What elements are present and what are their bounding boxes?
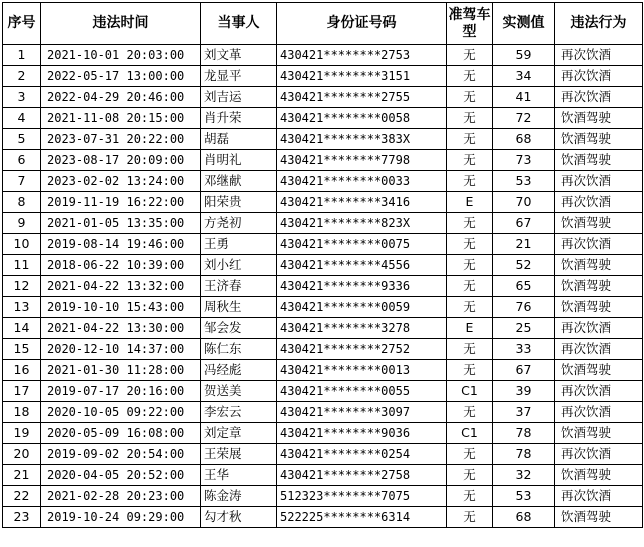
cell-behavior: 饮酒驾驶 <box>555 507 643 528</box>
cell-seq: 5 <box>3 129 41 150</box>
table-row <box>3 129 643 150</box>
cell-measured: 25 <box>493 318 555 339</box>
cell-license-type: 无 <box>447 486 493 507</box>
cell-id-number: 430421********2755 <box>277 87 447 108</box>
cell-measured: 72 <box>493 108 555 129</box>
table-row <box>3 402 643 423</box>
cell-behavior: 饮酒驾驶 <box>555 360 643 381</box>
cell-measured: 67 <box>493 213 555 234</box>
cell-party: 邓继献 <box>201 171 277 192</box>
table-row <box>3 444 643 465</box>
cell-id-number: 430421********0058 <box>277 108 447 129</box>
cell-seq: 16 <box>3 360 41 381</box>
header-license-type: 准驾车型 <box>447 3 493 45</box>
cell-measured: 41 <box>493 87 555 108</box>
table-row <box>3 150 643 171</box>
cell-id-number: 430421********823X <box>277 213 447 234</box>
cell-seq: 18 <box>3 402 41 423</box>
cell-seq: 7 <box>3 171 41 192</box>
cell-seq: 19 <box>3 423 41 444</box>
cell-time: 2020-12-10 14:37:00 <box>41 339 201 360</box>
cell-id-number: 430421********0033 <box>277 171 447 192</box>
cell-time: 2020-10-05 09:22:00 <box>41 402 201 423</box>
cell-measured: 34 <box>493 66 555 87</box>
cell-id-number: 430421********3416 <box>277 192 447 213</box>
cell-id-number: 430421********9036 <box>277 423 447 444</box>
cell-behavior: 再次饮酒 <box>555 66 643 87</box>
cell-party: 胡磊 <box>201 129 277 150</box>
cell-id-number: 430421********0059 <box>277 297 447 318</box>
cell-seq: 12 <box>3 276 41 297</box>
cell-license-type: E <box>447 318 493 339</box>
table-row <box>3 213 643 234</box>
table-row <box>3 171 643 192</box>
cell-time: 2021-01-30 11:28:00 <box>41 360 201 381</box>
cell-id-number: 430421********9336 <box>277 276 447 297</box>
cell-measured: 76 <box>493 297 555 318</box>
table-row <box>3 318 643 339</box>
table-row <box>3 66 643 87</box>
cell-time: 2022-04-29 20:46:00 <box>41 87 201 108</box>
table-row <box>3 360 643 381</box>
cell-behavior: 再次饮酒 <box>555 444 643 465</box>
cell-time: 2023-07-31 20:22:00 <box>41 129 201 150</box>
cell-license-type: 无 <box>447 297 493 318</box>
cell-license-type: C1 <box>447 381 493 402</box>
table-row <box>3 486 643 507</box>
cell-party: 贺送美 <box>201 381 277 402</box>
cell-time: 2019-08-14 19:46:00 <box>41 234 201 255</box>
cell-seq: 11 <box>3 255 41 276</box>
cell-id-number: 430421********0254 <box>277 444 447 465</box>
cell-measured: 33 <box>493 339 555 360</box>
table-body <box>3 45 643 528</box>
table-row <box>3 108 643 129</box>
table-row <box>3 234 643 255</box>
cell-measured: 39 <box>493 381 555 402</box>
cell-behavior: 饮酒驾驶 <box>555 108 643 129</box>
cell-license-type: 无 <box>447 87 493 108</box>
cell-time: 2023-02-02 13:24:00 <box>41 171 201 192</box>
cell-seq: 3 <box>3 87 41 108</box>
cell-seq: 1 <box>3 45 41 66</box>
cell-behavior: 再次饮酒 <box>555 486 643 507</box>
cell-party: 邹会发 <box>201 318 277 339</box>
cell-seq: 17 <box>3 381 41 402</box>
cell-time: 2021-10-01 20:03:00 <box>41 45 201 66</box>
cell-behavior: 再次饮酒 <box>555 45 643 66</box>
header-party: 当事人 <box>201 3 277 45</box>
cell-time: 2021-04-22 13:30:00 <box>41 318 201 339</box>
cell-time: 2021-02-28 20:23:00 <box>41 486 201 507</box>
cell-seq: 2 <box>3 66 41 87</box>
table-row <box>3 297 643 318</box>
cell-seq: 4 <box>3 108 41 129</box>
header-id-number: 身份证号码 <box>277 3 447 45</box>
cell-id-number: 430421********3097 <box>277 402 447 423</box>
cell-behavior: 再次饮酒 <box>555 192 643 213</box>
cell-license-type: 无 <box>447 108 493 129</box>
cell-behavior: 再次饮酒 <box>555 381 643 402</box>
cell-time: 2023-08-17 20:09:00 <box>41 150 201 171</box>
cell-id-number: 522225********6314 <box>277 507 447 528</box>
cell-measured: 68 <box>493 507 555 528</box>
cell-time: 2022-05-17 13:00:00 <box>41 66 201 87</box>
cell-license-type: 无 <box>447 213 493 234</box>
cell-party: 刘吉运 <box>201 87 277 108</box>
cell-measured: 70 <box>493 192 555 213</box>
cell-id-number: 430421********383X <box>277 129 447 150</box>
cell-id-number: 430421********2758 <box>277 465 447 486</box>
cell-license-type: 无 <box>447 150 493 171</box>
cell-seq: 6 <box>3 150 41 171</box>
cell-seq: 14 <box>3 318 41 339</box>
cell-measured: 37 <box>493 402 555 423</box>
cell-measured: 68 <box>493 129 555 150</box>
cell-license-type: 无 <box>447 129 493 150</box>
cell-measured: 21 <box>493 234 555 255</box>
cell-license-type: 无 <box>447 360 493 381</box>
cell-behavior: 饮酒驾驶 <box>555 150 643 171</box>
cell-party: 刘文革 <box>201 45 277 66</box>
cell-time: 2019-09-02 20:54:00 <box>41 444 201 465</box>
cell-party: 陈金涛 <box>201 486 277 507</box>
cell-party: 刘小红 <box>201 255 277 276</box>
cell-measured: 59 <box>493 45 555 66</box>
cell-license-type: 无 <box>447 507 493 528</box>
cell-party: 龙显平 <box>201 66 277 87</box>
cell-party: 方尧初 <box>201 213 277 234</box>
table-row <box>3 423 643 444</box>
cell-id-number: 430421********3278 <box>277 318 447 339</box>
cell-time: 2019-07-17 20:16:00 <box>41 381 201 402</box>
table-row <box>3 381 643 402</box>
cell-id-number: 430421********2752 <box>277 339 447 360</box>
cell-party: 王勇 <box>201 234 277 255</box>
header-behavior: 违法行为 <box>555 3 643 45</box>
cell-time: 2020-05-09 16:08:00 <box>41 423 201 444</box>
cell-measured: 73 <box>493 150 555 171</box>
cell-party: 肖升荣 <box>201 108 277 129</box>
cell-behavior: 饮酒驾驶 <box>555 465 643 486</box>
cell-time: 2021-11-08 20:15:00 <box>41 108 201 129</box>
cell-behavior: 饮酒驾驶 <box>555 129 643 150</box>
cell-measured: 53 <box>493 171 555 192</box>
cell-behavior: 再次饮酒 <box>555 318 643 339</box>
table-header <box>3 3 643 45</box>
cell-license-type: 无 <box>447 276 493 297</box>
header-seq: 序号 <box>3 3 41 45</box>
cell-time: 2018-06-22 10:39:00 <box>41 255 201 276</box>
cell-id-number: 430421********2753 <box>277 45 447 66</box>
cell-measured: 53 <box>493 486 555 507</box>
table-row <box>3 192 643 213</box>
cell-party: 周秋生 <box>201 297 277 318</box>
cell-party: 王华 <box>201 465 277 486</box>
cell-license-type: 无 <box>447 444 493 465</box>
cell-license-type: 无 <box>447 171 493 192</box>
cell-license-type: 无 <box>447 45 493 66</box>
cell-license-type: 无 <box>447 255 493 276</box>
cell-behavior: 再次饮酒 <box>555 402 643 423</box>
cell-behavior: 再次饮酒 <box>555 234 643 255</box>
cell-time: 2019-11-19 16:22:00 <box>41 192 201 213</box>
cell-party: 王济春 <box>201 276 277 297</box>
cell-license-type: 无 <box>447 339 493 360</box>
cell-party: 李宏云 <box>201 402 277 423</box>
cell-seq: 15 <box>3 339 41 360</box>
cell-license-type: E <box>447 192 493 213</box>
cell-id-number: 430421********7798 <box>277 150 447 171</box>
cell-seq: 22 <box>3 486 41 507</box>
cell-seq: 9 <box>3 213 41 234</box>
cell-license-type: 无 <box>447 465 493 486</box>
cell-behavior: 饮酒驾驶 <box>555 423 643 444</box>
table-row <box>3 276 643 297</box>
cell-license-type: 无 <box>447 66 493 87</box>
cell-measured: 67 <box>493 360 555 381</box>
table-row <box>3 339 643 360</box>
cell-seq: 21 <box>3 465 41 486</box>
cell-id-number: 430421********0055 <box>277 381 447 402</box>
cell-behavior: 再次饮酒 <box>555 87 643 108</box>
cell-behavior: 饮酒驾驶 <box>555 276 643 297</box>
cell-measured: 78 <box>493 423 555 444</box>
cell-license-type: C1 <box>447 423 493 444</box>
cell-party: 冯经彪 <box>201 360 277 381</box>
cell-id-number: 430421********4556 <box>277 255 447 276</box>
cell-time: 2019-10-24 09:29:00 <box>41 507 201 528</box>
table-row <box>3 255 643 276</box>
cell-measured: 65 <box>493 276 555 297</box>
cell-id-number: 430421********0075 <box>277 234 447 255</box>
cell-seq: 8 <box>3 192 41 213</box>
header-measured: 实测值 <box>493 3 555 45</box>
cell-behavior: 饮酒驾驶 <box>555 255 643 276</box>
cell-time: 2020-04-05 20:52:00 <box>41 465 201 486</box>
cell-party: 阳荣贵 <box>201 192 277 213</box>
cell-time: 2021-01-05 13:35:00 <box>41 213 201 234</box>
cell-party: 王荣展 <box>201 444 277 465</box>
cell-party: 肖明礼 <box>201 150 277 171</box>
table-row <box>3 465 643 486</box>
cell-seq: 13 <box>3 297 41 318</box>
cell-license-type: 无 <box>447 402 493 423</box>
cell-time: 2021-04-22 13:32:00 <box>41 276 201 297</box>
cell-behavior: 饮酒驾驶 <box>555 297 643 318</box>
cell-time: 2019-10-10 15:43:00 <box>41 297 201 318</box>
cell-measured: 78 <box>493 444 555 465</box>
cell-party: 陈仁东 <box>201 339 277 360</box>
cell-id-number: 512323********7075 <box>277 486 447 507</box>
cell-seq: 10 <box>3 234 41 255</box>
cell-behavior: 再次饮酒 <box>555 171 643 192</box>
table-row <box>3 45 643 66</box>
cell-party: 刘定章 <box>201 423 277 444</box>
cell-measured: 32 <box>493 465 555 486</box>
cell-license-type: 无 <box>447 234 493 255</box>
table-row <box>3 507 643 528</box>
header-row <box>3 3 643 45</box>
header-time: 违法时间 <box>41 3 201 45</box>
cell-party: 勾才秋 <box>201 507 277 528</box>
cell-id-number: 430421********3151 <box>277 66 447 87</box>
cell-id-number: 430421********0013 <box>277 360 447 381</box>
cell-behavior: 饮酒驾驶 <box>555 213 643 234</box>
cell-seq: 23 <box>3 507 41 528</box>
violation-table <box>2 2 643 528</box>
cell-seq: 20 <box>3 444 41 465</box>
cell-measured: 52 <box>493 255 555 276</box>
cell-behavior: 再次饮酒 <box>555 339 643 360</box>
table-row <box>3 87 643 108</box>
